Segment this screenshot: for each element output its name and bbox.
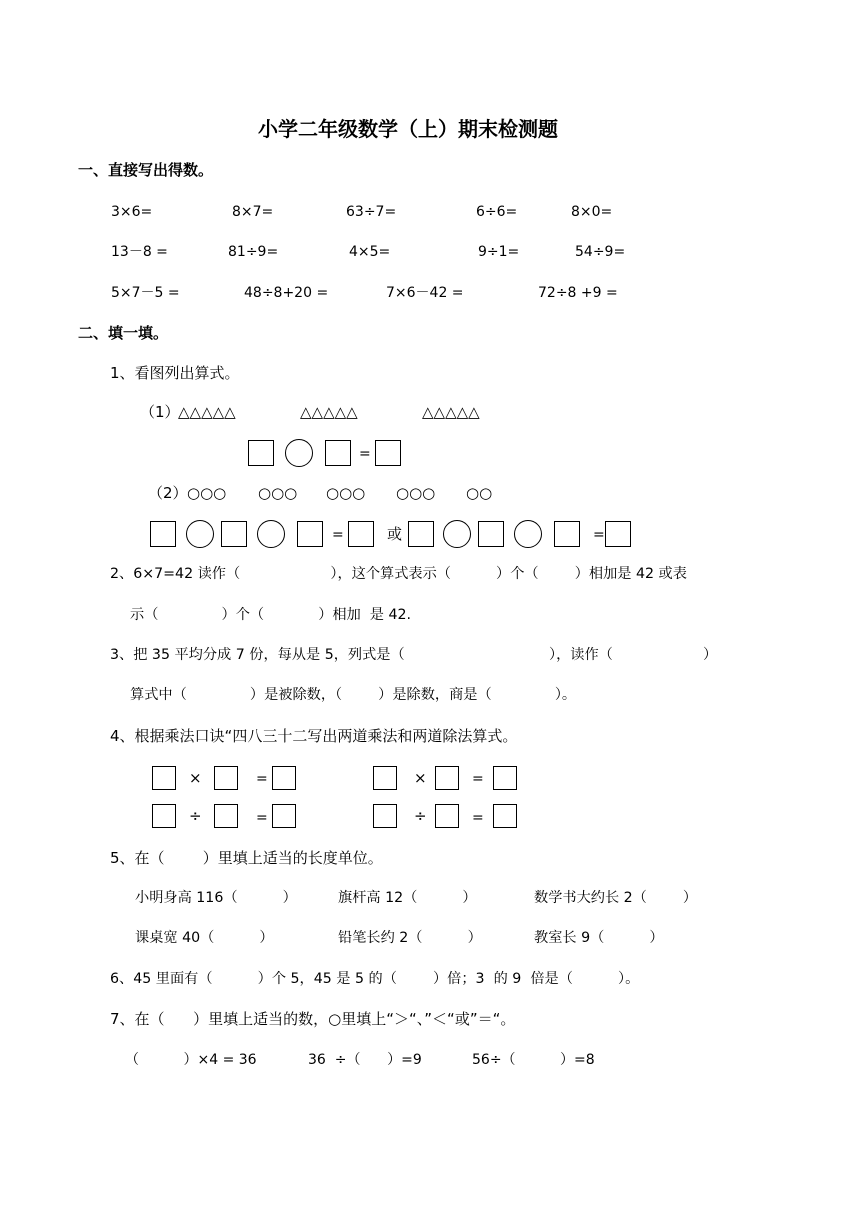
times-sign: × <box>189 769 202 787</box>
answer-box[interactable] <box>152 804 176 828</box>
problem: 54÷9= <box>575 244 626 260</box>
answer-box[interactable] <box>348 521 374 547</box>
problem: 13－8 = <box>111 244 168 260</box>
operator-circle[interactable] <box>443 520 471 548</box>
equals-sign: = <box>256 810 268 826</box>
section-2-heading: 二、填一填。 <box>78 324 169 342</box>
unit-item: 教室长 9（ ） <box>534 930 664 946</box>
answer-box[interactable] <box>493 766 517 790</box>
circle-group: ○○○ <box>258 484 298 502</box>
circle-group: ○○○ <box>326 484 366 502</box>
answer-box[interactable] <box>272 804 296 828</box>
part-1-label: （1） <box>140 403 180 421</box>
unit-item: 小明身高 116（ ） <box>135 890 297 906</box>
problem: 4×5= <box>349 244 391 260</box>
fill-item: 56÷（ ）=8 <box>472 1052 595 1068</box>
question-1-text: 1、看图列出算式。 <box>110 364 240 382</box>
answer-box[interactable] <box>214 766 238 790</box>
equals-sign: = <box>332 527 344 543</box>
part-2-label: （2） <box>148 484 188 502</box>
problem: 63÷7= <box>346 204 397 220</box>
question-5-text: 5、在（ ）里填上适当的长度单位。 <box>110 849 383 867</box>
equals-sign: = <box>472 771 484 787</box>
answer-box[interactable] <box>214 804 238 828</box>
problem: 48÷8+20 = <box>244 285 329 301</box>
circle-group: ○○○ <box>396 484 436 502</box>
triangle-group: △△△△△ <box>178 403 236 421</box>
answer-box[interactable] <box>478 521 504 547</box>
problem: 8×0= <box>571 204 613 220</box>
answer-box[interactable] <box>150 521 176 547</box>
equals-sign: = <box>359 446 371 462</box>
circle-group: ○○ <box>466 484 493 502</box>
answer-box[interactable] <box>493 804 517 828</box>
answer-box[interactable] <box>375 440 401 466</box>
problem: 3×6= <box>111 204 153 220</box>
question-2-line-1: 2、6×7=42 读作（ ），这个算式表示（ ）个（ ）相加是 42 或表 <box>110 566 687 582</box>
answer-box[interactable] <box>373 766 397 790</box>
divide-sign: ÷ <box>189 807 202 825</box>
question-6-text: 6、45 里面有（ ）个 5，45 是 5 的（ ）倍；3 的 9 倍是（ ）。 <box>110 971 640 987</box>
or-word: 或 <box>387 525 403 543</box>
answer-box[interactable] <box>605 521 631 547</box>
question-4-text: 4、根据乘法口诀“四八三十二写出两道乘法和两道除法算式。 <box>110 727 518 745</box>
equals-sign: = <box>472 810 484 826</box>
times-sign: × <box>414 769 427 787</box>
operator-circle[interactable] <box>514 520 542 548</box>
problem: 7×6－42 = <box>386 285 464 301</box>
answer-box[interactable] <box>221 521 247 547</box>
operator-circle[interactable] <box>285 439 313 467</box>
operator-circle[interactable] <box>186 520 214 548</box>
unit-item: 旗杆高 12（ ） <box>338 890 477 906</box>
problem: 72÷8 +9 = <box>538 285 618 301</box>
triangle-group: △△△△△ <box>300 403 358 421</box>
circle-group: ○○○ <box>187 484 227 502</box>
question-2-line-2: 示（ ）个（ ）相加 是 42. <box>130 607 412 623</box>
problem: 8×7= <box>232 204 274 220</box>
unit-item: 铅笔长约 2（ ） <box>338 930 482 946</box>
problem: 81÷9= <box>228 244 279 260</box>
equals-sign: = <box>593 527 605 543</box>
fill-item: （ ）×4 = 36 <box>125 1052 257 1068</box>
unit-item: 数学书大约长 2（ ） <box>534 890 698 906</box>
answer-box[interactable] <box>373 804 397 828</box>
triangle-group: △△△△△ <box>422 403 480 421</box>
answer-box[interactable] <box>248 440 274 466</box>
question-7-text: 7、在（ ）里填上适当的数，○里填上“＞“、”＜“或”＝“。 <box>110 1010 516 1028</box>
answer-box[interactable] <box>297 521 323 547</box>
unit-item: 课桌宽 40（ ） <box>135 930 274 946</box>
answer-box[interactable] <box>272 766 296 790</box>
divide-sign: ÷ <box>414 807 427 825</box>
answer-box[interactable] <box>152 766 176 790</box>
fill-item: 36 ÷（ ）=9 <box>308 1052 422 1068</box>
answer-box[interactable] <box>435 766 459 790</box>
answer-box[interactable] <box>435 804 459 828</box>
answer-box[interactable] <box>408 521 434 547</box>
equals-sign: = <box>256 771 268 787</box>
problem: 5×7－5 = <box>111 285 180 301</box>
operator-circle[interactable] <box>257 520 285 548</box>
problem: 6÷6= <box>476 204 518 220</box>
question-3-line-2: 算式中（ ）是被除数，（ ）是除数，商是（ ）。 <box>130 687 577 703</box>
page-title: 小学二年级数学（上）期末检测题 <box>258 117 558 141</box>
answer-box[interactable] <box>325 440 351 466</box>
section-1-heading: 一、直接写出得数。 <box>78 161 214 179</box>
problem: 9÷1= <box>478 244 520 260</box>
answer-box[interactable] <box>554 521 580 547</box>
question-3-line-1: 3、把 35 平均分成 7 份，每从是 5，列式是（ ），读作（ ） <box>110 647 718 663</box>
